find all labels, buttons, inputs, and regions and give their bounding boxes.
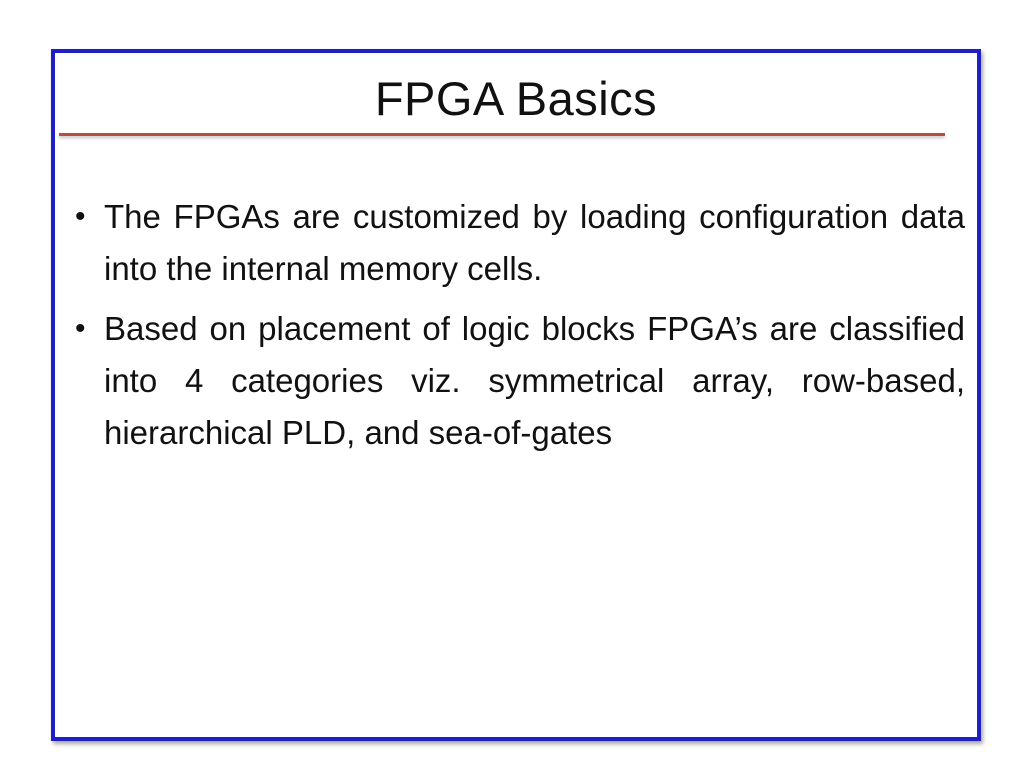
bullet-item	[75, 191, 965, 295]
bullet-item	[75, 303, 965, 459]
bullet-list	[75, 191, 965, 467]
bullet-dot-icon: •	[75, 200, 86, 233]
bullet-text: Based on placement of logic blocks FPGA’s are classified into 4 categories viz. symmetrical array, row-based, hierarchical PLD, and sea-of-gates	[104, 310, 965, 451]
slide-title: FPGA Basics	[374, 72, 658, 125]
slide-frame	[51, 49, 981, 741]
bullet-dot-icon: •	[75, 312, 86, 345]
title-underline	[59, 133, 945, 136]
bullet-text: The FPGAs are customized by loading configuration data into the internal memory cells.	[104, 198, 965, 287]
